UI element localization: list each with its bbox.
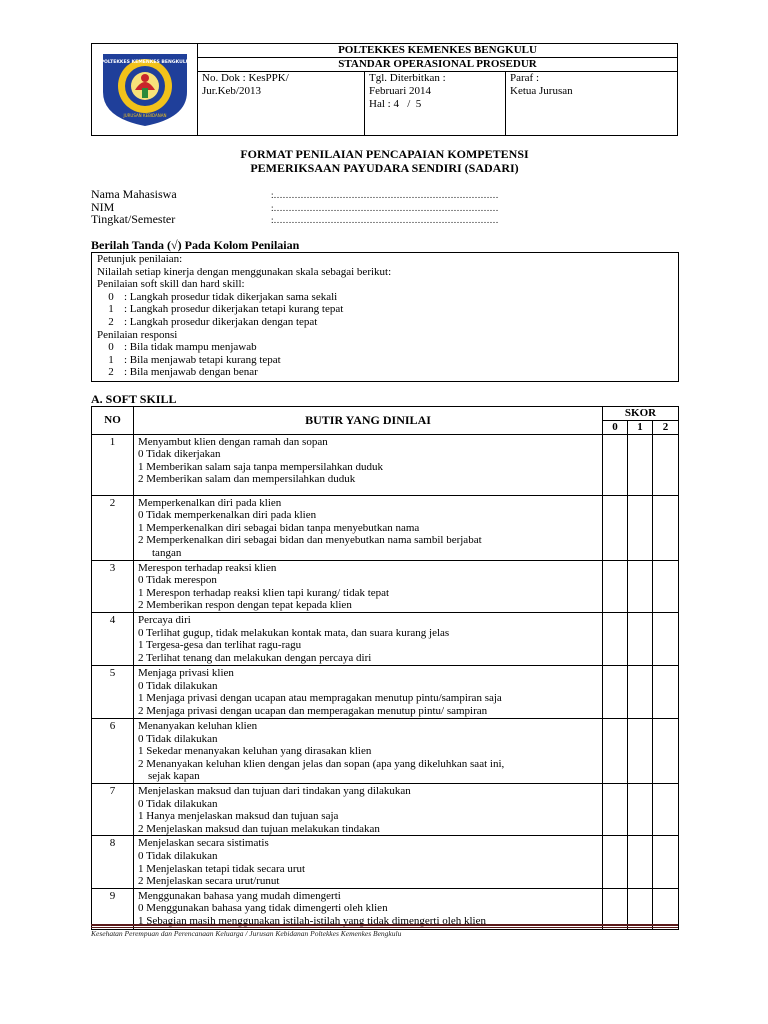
criterion: 0 Terlihat gugup, tidak melakukan kontak mata, dan suara kurang jelas [138, 626, 450, 639]
criterion: 1 Sebagian masih menggunakan istilah-istilah yang tidak dimengerti oleh klien [138, 914, 486, 927]
score-cell-2[interactable] [653, 612, 679, 665]
table-row [92, 783, 679, 835]
form-title-line1: FORMAT PENILAIAN PENCAPAIAN KOMPETENSI [240, 147, 529, 161]
score-cell-1[interactable] [628, 718, 653, 783]
instruction-box [91, 252, 679, 382]
score-cell-1[interactable] [628, 783, 653, 835]
doc-number-label: No. Dok : KesPPK/ [202, 72, 289, 84]
row-number: 5 [92, 665, 134, 718]
sign-value: Ketua Jurusan [510, 85, 573, 97]
table-row [92, 612, 679, 665]
instruction-heading: Berilah Tanda (√) Pada Kolom Penilaian [91, 238, 300, 252]
scale-item: 2 : Bila menjawab dengan benar [108, 366, 258, 379]
criterion: 1 Merespon terhadap reaksi klien tapi kurang/ tidak tepat [138, 586, 390, 599]
item-title: Menyambut klien dengan ramah dan sopan [138, 435, 328, 448]
criterion: 2 Memberikan respon dengan tepat kepada klien [138, 599, 352, 612]
score-cell-0[interactable] [603, 836, 628, 888]
institution-name: POLTEKKES KEMENKES BENGKULU [198, 44, 678, 58]
score-cell-1[interactable] [628, 434, 653, 495]
score-cell-2[interactable] [653, 495, 679, 560]
criterion: sejak kapan [148, 770, 200, 783]
logo-text-bottom: JURUSAN KEBIDANAN [123, 112, 166, 118]
score-cell-2[interactable] [653, 665, 679, 718]
item-title: Memperkenalkan diri pada klien [138, 496, 282, 509]
row-item [134, 783, 603, 835]
score-cell-0[interactable] [603, 783, 628, 835]
score-cell-2[interactable] [653, 718, 679, 783]
row-number: 9 [92, 888, 134, 929]
criterion: 2 Menjelaskan secara urut/runut [138, 875, 280, 888]
col-header-score: SKOR [603, 407, 679, 421]
table-row [92, 434, 679, 495]
score-cell-1[interactable] [628, 665, 653, 718]
row-item [134, 718, 603, 783]
score-col-1: 1 [628, 421, 653, 435]
table-row [92, 836, 679, 888]
instruction-line: Penilaian soft skill dan hard skill: [97, 278, 245, 291]
published-cell [365, 72, 506, 136]
criterion: 0 Menggunakan bahasa yang tidak dimengerti oleh klien [138, 902, 388, 915]
scale-item: 0 : Langkah prosedur tidak dikerjakan sama sekali [108, 290, 338, 303]
table-row [92, 495, 679, 560]
row-item [134, 836, 603, 888]
scale-item: 0 : Bila tidak mampu menjawab [108, 341, 257, 354]
item-title: Menjelaskan secara sistimatis [138, 837, 269, 850]
item-title: Menggunakan bahasa yang mudah dimengerti [138, 889, 341, 902]
criterion: 2 Terlihat tenang dan melakukan dengan percaya diri [138, 651, 372, 664]
criterion: 1 Tergesa-gesa dan terlihat ragu-ragu [138, 639, 302, 652]
row-number: 2 [92, 495, 134, 560]
item-title: Menjaga privasi klien [138, 666, 234, 679]
score-cell-2[interactable] [653, 836, 679, 888]
doc-number-cell [198, 72, 365, 136]
row-item [134, 665, 603, 718]
criterion: 0 Tidak merespon [138, 574, 217, 587]
criterion: 2 Menanyakan keluhan klien dengan jelas dan sopan (apa yang dikeluhkan saat ini, [138, 757, 505, 770]
criterion: 2 Menjelaskan maksud dan tujuan melakukan tindakan [138, 822, 380, 835]
doc-number-value: Jur.Keb/2013 [202, 85, 261, 97]
form-title-line2: PEMERIKSAAN PAYUDARA SENDIRI (SADARI) [250, 161, 519, 175]
score-cell-2[interactable] [653, 434, 679, 495]
score-cell-0[interactable] [603, 495, 628, 560]
identity-blank[interactable]: :………………………………………………………………… [271, 190, 499, 200]
score-cell-1[interactable] [628, 612, 653, 665]
identity-label: Tingkat/Semester [91, 212, 176, 226]
instruction-line: Nilailah setiap kinerja dengan menggunakan skala sebagai berikut: [97, 265, 392, 278]
identity-blank[interactable]: :………………………………………………………………… [271, 203, 499, 213]
criterion: 1 Memperkenalkan diri sebagai bidan tanpa menyebutkan nama [138, 521, 420, 534]
table-row [92, 560, 679, 612]
criterion: 1 Memberikan salam saja tanpa mempersilahkan duduk [138, 460, 383, 473]
page-label: Hal : [369, 98, 391, 110]
footer-rule [91, 924, 678, 926]
criterion: 0 Tidak dikerjakan [138, 448, 221, 461]
row-number: 7 [92, 783, 134, 835]
score-cell-2[interactable] [653, 560, 679, 612]
score-cell-0[interactable] [603, 665, 628, 718]
institution-logo [99, 48, 191, 128]
score-cell-0[interactable] [603, 612, 628, 665]
criterion: 2 Memberikan salam dan mempersilahkan duduk [138, 473, 356, 486]
score-cell-0[interactable] [603, 434, 628, 495]
document-header [91, 43, 678, 136]
item-title: Menanyakan keluhan klien [138, 719, 258, 732]
criterion: 0 Tidak dilakukan [138, 849, 218, 862]
page-value: 4 / 5 [393, 98, 422, 110]
row-item [134, 434, 603, 495]
score-col-2: 2 [653, 421, 679, 435]
score-cell-1[interactable] [628, 560, 653, 612]
published-value: Februari 2014 [369, 85, 432, 97]
row-item [134, 560, 603, 612]
criterion: 0 Tidak dilakukan [138, 732, 218, 745]
identity-label: Nama Mahasiswa [91, 187, 177, 201]
row-item [134, 612, 603, 665]
row-number: 6 [92, 718, 134, 783]
score-cell-1[interactable] [628, 836, 653, 888]
published-label: Tgl. Diterbitkan : [369, 72, 446, 84]
identity-label: NIM [91, 200, 115, 214]
criterion: 2 Menjaga privasi dengan ucapan dan memperagakan menutup pintu/ sampiran [138, 704, 488, 717]
instruction-line: Petunjuk penilaian: [97, 253, 183, 265]
score-cell-1[interactable] [628, 495, 653, 560]
instruction-line: Penilaian responsi [97, 328, 178, 341]
table-row [92, 718, 679, 783]
identity-row-semester [91, 212, 499, 227]
score-col-0: 0 [603, 421, 628, 435]
logo-text-top: POLTEKKES KEMENKES BENGKULU [100, 59, 189, 65]
footer-rule-thin [91, 927, 678, 928]
criterion: 2 Memperkenalkan diri sebagai bidan dan menyebutkan nama sambil berjabat [138, 534, 482, 547]
criterion: 0 Tidak dilakukan [138, 679, 218, 692]
row-number: 8 [92, 836, 134, 888]
row-number: 4 [92, 612, 134, 665]
criterion: 1 Menjaga privasi dengan ucapan atau mempragakan menutup pintu/sampiran saja [138, 692, 502, 705]
footer-text: Kesehatan Perempuan dan Perencanaan Keluarga / Jurusan Kebidanan Poltekkes Kemenkes Bengkulu [91, 929, 402, 938]
section-a-heading: A. SOFT SKILL [91, 392, 177, 406]
scale-item: 2 : Langkah prosedur dikerjakan dengan tepat [108, 316, 318, 328]
score-cell-2[interactable] [653, 783, 679, 835]
col-header-item: BUTIR YANG DINILAI [134, 407, 603, 435]
criterion: 0 Tidak memperkenalkan diri pada klien [138, 509, 317, 522]
doc-type: STANDAR OPERASIONAL PROSEDUR [198, 58, 678, 72]
scale-item: 1 : Langkah prosedur dikerjakan tetapi kurang tepat [108, 303, 344, 316]
logo-cell [92, 44, 198, 136]
item-title: Merespon terhadap reaksi klien [138, 561, 277, 574]
sign-label: Paraf : [510, 72, 540, 84]
item-title: Percaya diri [138, 613, 191, 626]
criterion: 1 Sekedar menanyakan keluhan yang dirasakan klien [138, 745, 372, 758]
criterion: 1 Menjelaskan tetapi tidak secara urut [138, 862, 306, 875]
row-number: 1 [92, 434, 134, 495]
row-number: 3 [92, 560, 134, 612]
criterion: 1 Hanya menjelaskan maksud dan tujuan saja [138, 810, 339, 823]
score-cell-0[interactable] [603, 560, 628, 612]
score-cell-0[interactable] [603, 718, 628, 783]
identity-blank[interactable]: :………………………………………………………………… [271, 215, 499, 225]
row-item [134, 495, 603, 560]
soft-skill-table [91, 406, 679, 930]
item-title: Menjelaskan maksud dan tujuan dari tindakan yang dilakukan [138, 784, 411, 797]
table-row [92, 665, 679, 718]
col-header-no: NO [92, 407, 134, 435]
sign-cell [506, 72, 678, 136]
criterion: 0 Tidak dilakukan [138, 797, 218, 810]
criterion: tangan [152, 546, 182, 559]
scale-item: 1 : Bila menjawab tetapi kurang tepat [108, 353, 281, 366]
